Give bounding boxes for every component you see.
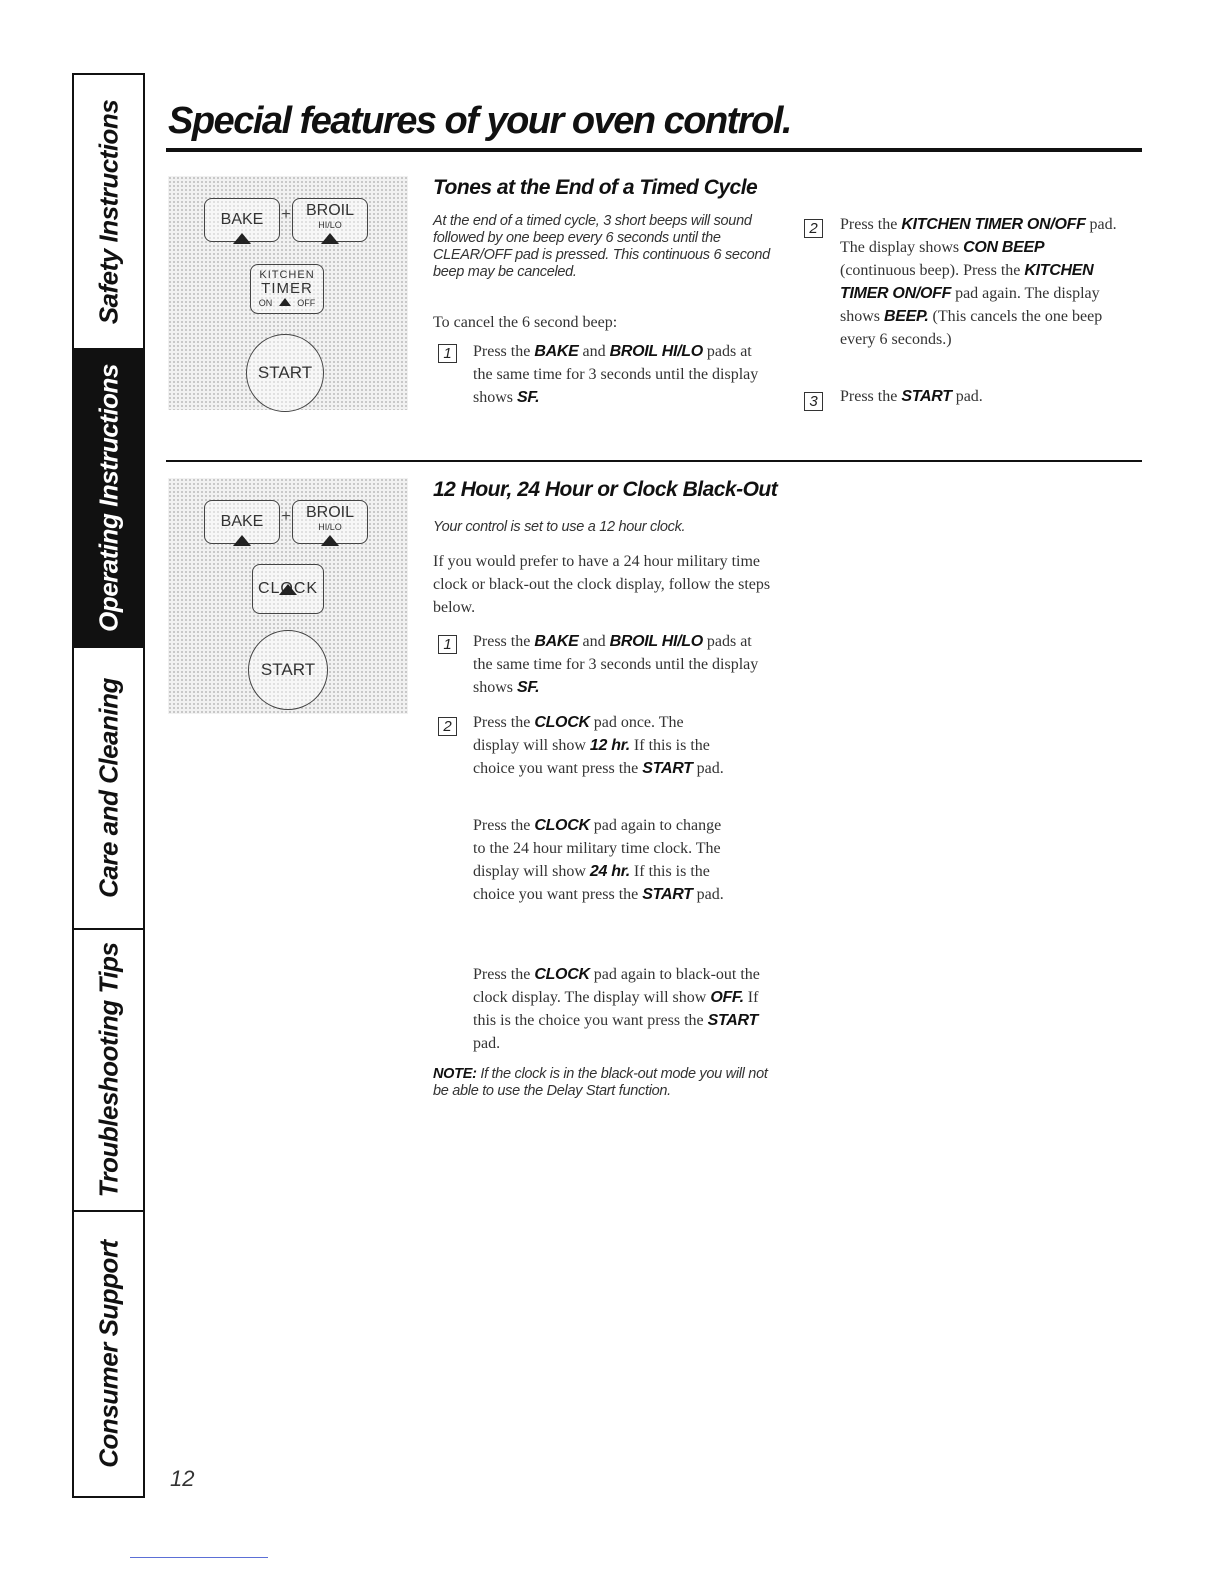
on-label: ON bbox=[258, 298, 273, 308]
tab-care-and-cleaning[interactable] bbox=[74, 648, 143, 930]
keyword-con-beep: CON BEEP bbox=[963, 239, 1045, 256]
start-label: START bbox=[260, 660, 316, 679]
text: Press the bbox=[473, 633, 535, 650]
page-title: Special features of your oven control. bbox=[168, 100, 791, 142]
text: If this is the choice you want press the bbox=[473, 989, 759, 1029]
tones-step-1 bbox=[473, 340, 773, 409]
broil-indicator-arrow bbox=[321, 233, 339, 244]
keyword-broil-hilo: BROIL HI/LO bbox=[609, 633, 703, 650]
text: Press the bbox=[473, 817, 535, 834]
tab-label: Troubleshooting Tips bbox=[93, 942, 123, 1198]
clock-step-1 bbox=[473, 630, 773, 699]
clock-step-2 bbox=[473, 711, 733, 780]
bake-indicator-arrow bbox=[233, 535, 251, 546]
text: If this is the choice you want press the bbox=[473, 737, 710, 777]
start-pad bbox=[246, 334, 324, 412]
keyword-sf: SF. bbox=[517, 389, 540, 406]
keyword-off: OFF. bbox=[710, 989, 744, 1006]
control-panel-illustration-clock bbox=[168, 478, 408, 714]
keyword-kitchen-timer: KITCHEN TIMER ON/OFF bbox=[840, 262, 1094, 302]
clock-para-blackout bbox=[473, 963, 773, 1055]
clock-indicator-arrow bbox=[279, 584, 297, 595]
keyword-24hr: 24 hr. bbox=[589, 863, 630, 880]
text: (This cancels the one beep every 6 seconds.) bbox=[840, 308, 1103, 348]
plus-sign: + bbox=[281, 508, 291, 525]
text: Press the bbox=[473, 714, 535, 731]
broil-label: BROIL bbox=[305, 504, 354, 521]
tab-operating-instructions[interactable] bbox=[74, 350, 143, 648]
hilo-label: HI/LO bbox=[318, 220, 342, 230]
tab-label: Safety Instructions bbox=[93, 99, 123, 324]
clock-note bbox=[433, 1066, 773, 1100]
text: pad. The display shows bbox=[840, 216, 1117, 256]
broil-indicator-arrow bbox=[321, 535, 339, 546]
bake-indicator-arrow bbox=[233, 233, 251, 244]
title-rule bbox=[166, 148, 1142, 152]
text: If this is the choice you want press the bbox=[473, 863, 710, 903]
keyword-start: START bbox=[642, 760, 693, 777]
tones-intro: At the end of a timed cycle, 3 short beeps will sound followed by one beep every 6 seconds until the CLEAR/OFF pad is pressed. This continuous 6 second beep may be canceled. bbox=[433, 213, 770, 280]
step-number-2: 2 bbox=[438, 717, 457, 736]
text: (continuous beep). Press the bbox=[840, 262, 1025, 279]
step-number-2: 2 bbox=[804, 219, 823, 238]
step-number-3: 3 bbox=[804, 392, 823, 411]
step-number-1: 1 bbox=[438, 344, 457, 363]
clock-intro: Your control is set to use a 12 hour clock. bbox=[433, 519, 686, 535]
footer-line bbox=[130, 1557, 268, 1558]
text: pad. bbox=[692, 886, 724, 903]
tones-step-2 bbox=[840, 213, 1120, 351]
text: to the 24 hour military time clock. The display will show bbox=[473, 840, 721, 880]
clock-para-24hr bbox=[473, 814, 733, 906]
keyword-kitchen-timer: KITCHEN TIMER ON/OFF bbox=[901, 216, 1086, 233]
keyword-start: START bbox=[707, 1012, 758, 1029]
text: pad again to black-out the clock display. The display will show bbox=[473, 966, 760, 1006]
tab-label: Care and Cleaning bbox=[93, 678, 123, 898]
keyword-broil-hilo: BROIL HI/LO bbox=[609, 343, 703, 360]
clock-label: CLOCK bbox=[257, 580, 319, 597]
keyword-bake: BAKE bbox=[534, 633, 579, 650]
line bbox=[473, 814, 733, 837]
cancel-lead: To cancel the 6 second beep: bbox=[433, 314, 618, 331]
kitchen-timer-pad bbox=[250, 264, 324, 314]
text: Press the bbox=[473, 343, 535, 360]
tab-troubleshooting-tips[interactable] bbox=[74, 930, 143, 1212]
control-panel-illustration-timer bbox=[168, 176, 408, 410]
tab-label: Consumer Support bbox=[93, 1240, 123, 1468]
text: pad once. The display will show bbox=[473, 714, 684, 754]
note-text: If the clock is in the black-out mode you will not be able to use the Delay Start function. bbox=[433, 1066, 768, 1099]
text: Press the bbox=[840, 216, 902, 233]
text: and bbox=[578, 633, 610, 650]
on-off-labels bbox=[251, 297, 323, 309]
bake-label: BAKE bbox=[220, 513, 264, 530]
bake-label: BAKE bbox=[220, 211, 264, 228]
tab-safety-instructions[interactable] bbox=[74, 75, 143, 350]
keyword-bake: BAKE bbox=[534, 343, 579, 360]
text: pad again to change bbox=[589, 817, 722, 834]
plus-sign: + bbox=[281, 206, 291, 223]
tab-label: Operating Instructions bbox=[93, 364, 123, 632]
tones-step-3 bbox=[840, 385, 1120, 408]
timer-indicator-arrow bbox=[279, 298, 291, 306]
keyword-12hr: 12 hr. bbox=[589, 737, 630, 754]
text: Press the bbox=[840, 388, 902, 405]
text: pads at the same time for 3 seconds until the display shows bbox=[473, 343, 759, 406]
note-label: NOTE: bbox=[433, 1066, 477, 1082]
section-tabs bbox=[72, 73, 145, 1498]
step-number-1: 1 bbox=[438, 635, 457, 654]
text: pad again. The display shows bbox=[840, 285, 1100, 325]
kitchen-label: KITCHEN bbox=[259, 269, 315, 281]
keyword-sf: SF. bbox=[517, 679, 540, 696]
line bbox=[473, 837, 733, 906]
hilo-label: HI/LO bbox=[318, 522, 342, 532]
section-divider bbox=[166, 460, 1142, 462]
off-label: OFF bbox=[297, 298, 316, 308]
broil-label: BROIL bbox=[305, 202, 354, 219]
keyword-start: START bbox=[642, 886, 693, 903]
text: pads at the same time for 3 seconds until the display shows bbox=[473, 633, 759, 696]
keyword-clock: CLOCK bbox=[534, 817, 590, 834]
section-heading-tones: Tones at the End of a Timed Cycle bbox=[433, 176, 758, 199]
timer-label: TIMER bbox=[261, 280, 313, 297]
text: and bbox=[578, 343, 610, 360]
keyword-clock: CLOCK bbox=[534, 966, 590, 983]
text: pad. bbox=[951, 388, 983, 405]
text: pad. bbox=[473, 1035, 501, 1052]
section-heading-clock: 12 Hour, 24 Hour or Clock Black-Out bbox=[433, 478, 778, 501]
start-label: START bbox=[257, 363, 313, 382]
tab-consumer-support[interactable] bbox=[74, 1212, 143, 1496]
start-pad bbox=[248, 630, 328, 710]
text: pad. bbox=[692, 760, 724, 777]
text: Press the bbox=[473, 966, 535, 983]
keyword-beep: BEEP. bbox=[884, 308, 929, 325]
keyword-start: START bbox=[901, 388, 952, 405]
keyword-clock: CLOCK bbox=[534, 714, 590, 731]
page-number: 12 bbox=[170, 1466, 195, 1491]
clock-para: If you would prefer to have a 24 hour military time clock or black-out the clock display, follow the steps below. bbox=[433, 553, 771, 616]
